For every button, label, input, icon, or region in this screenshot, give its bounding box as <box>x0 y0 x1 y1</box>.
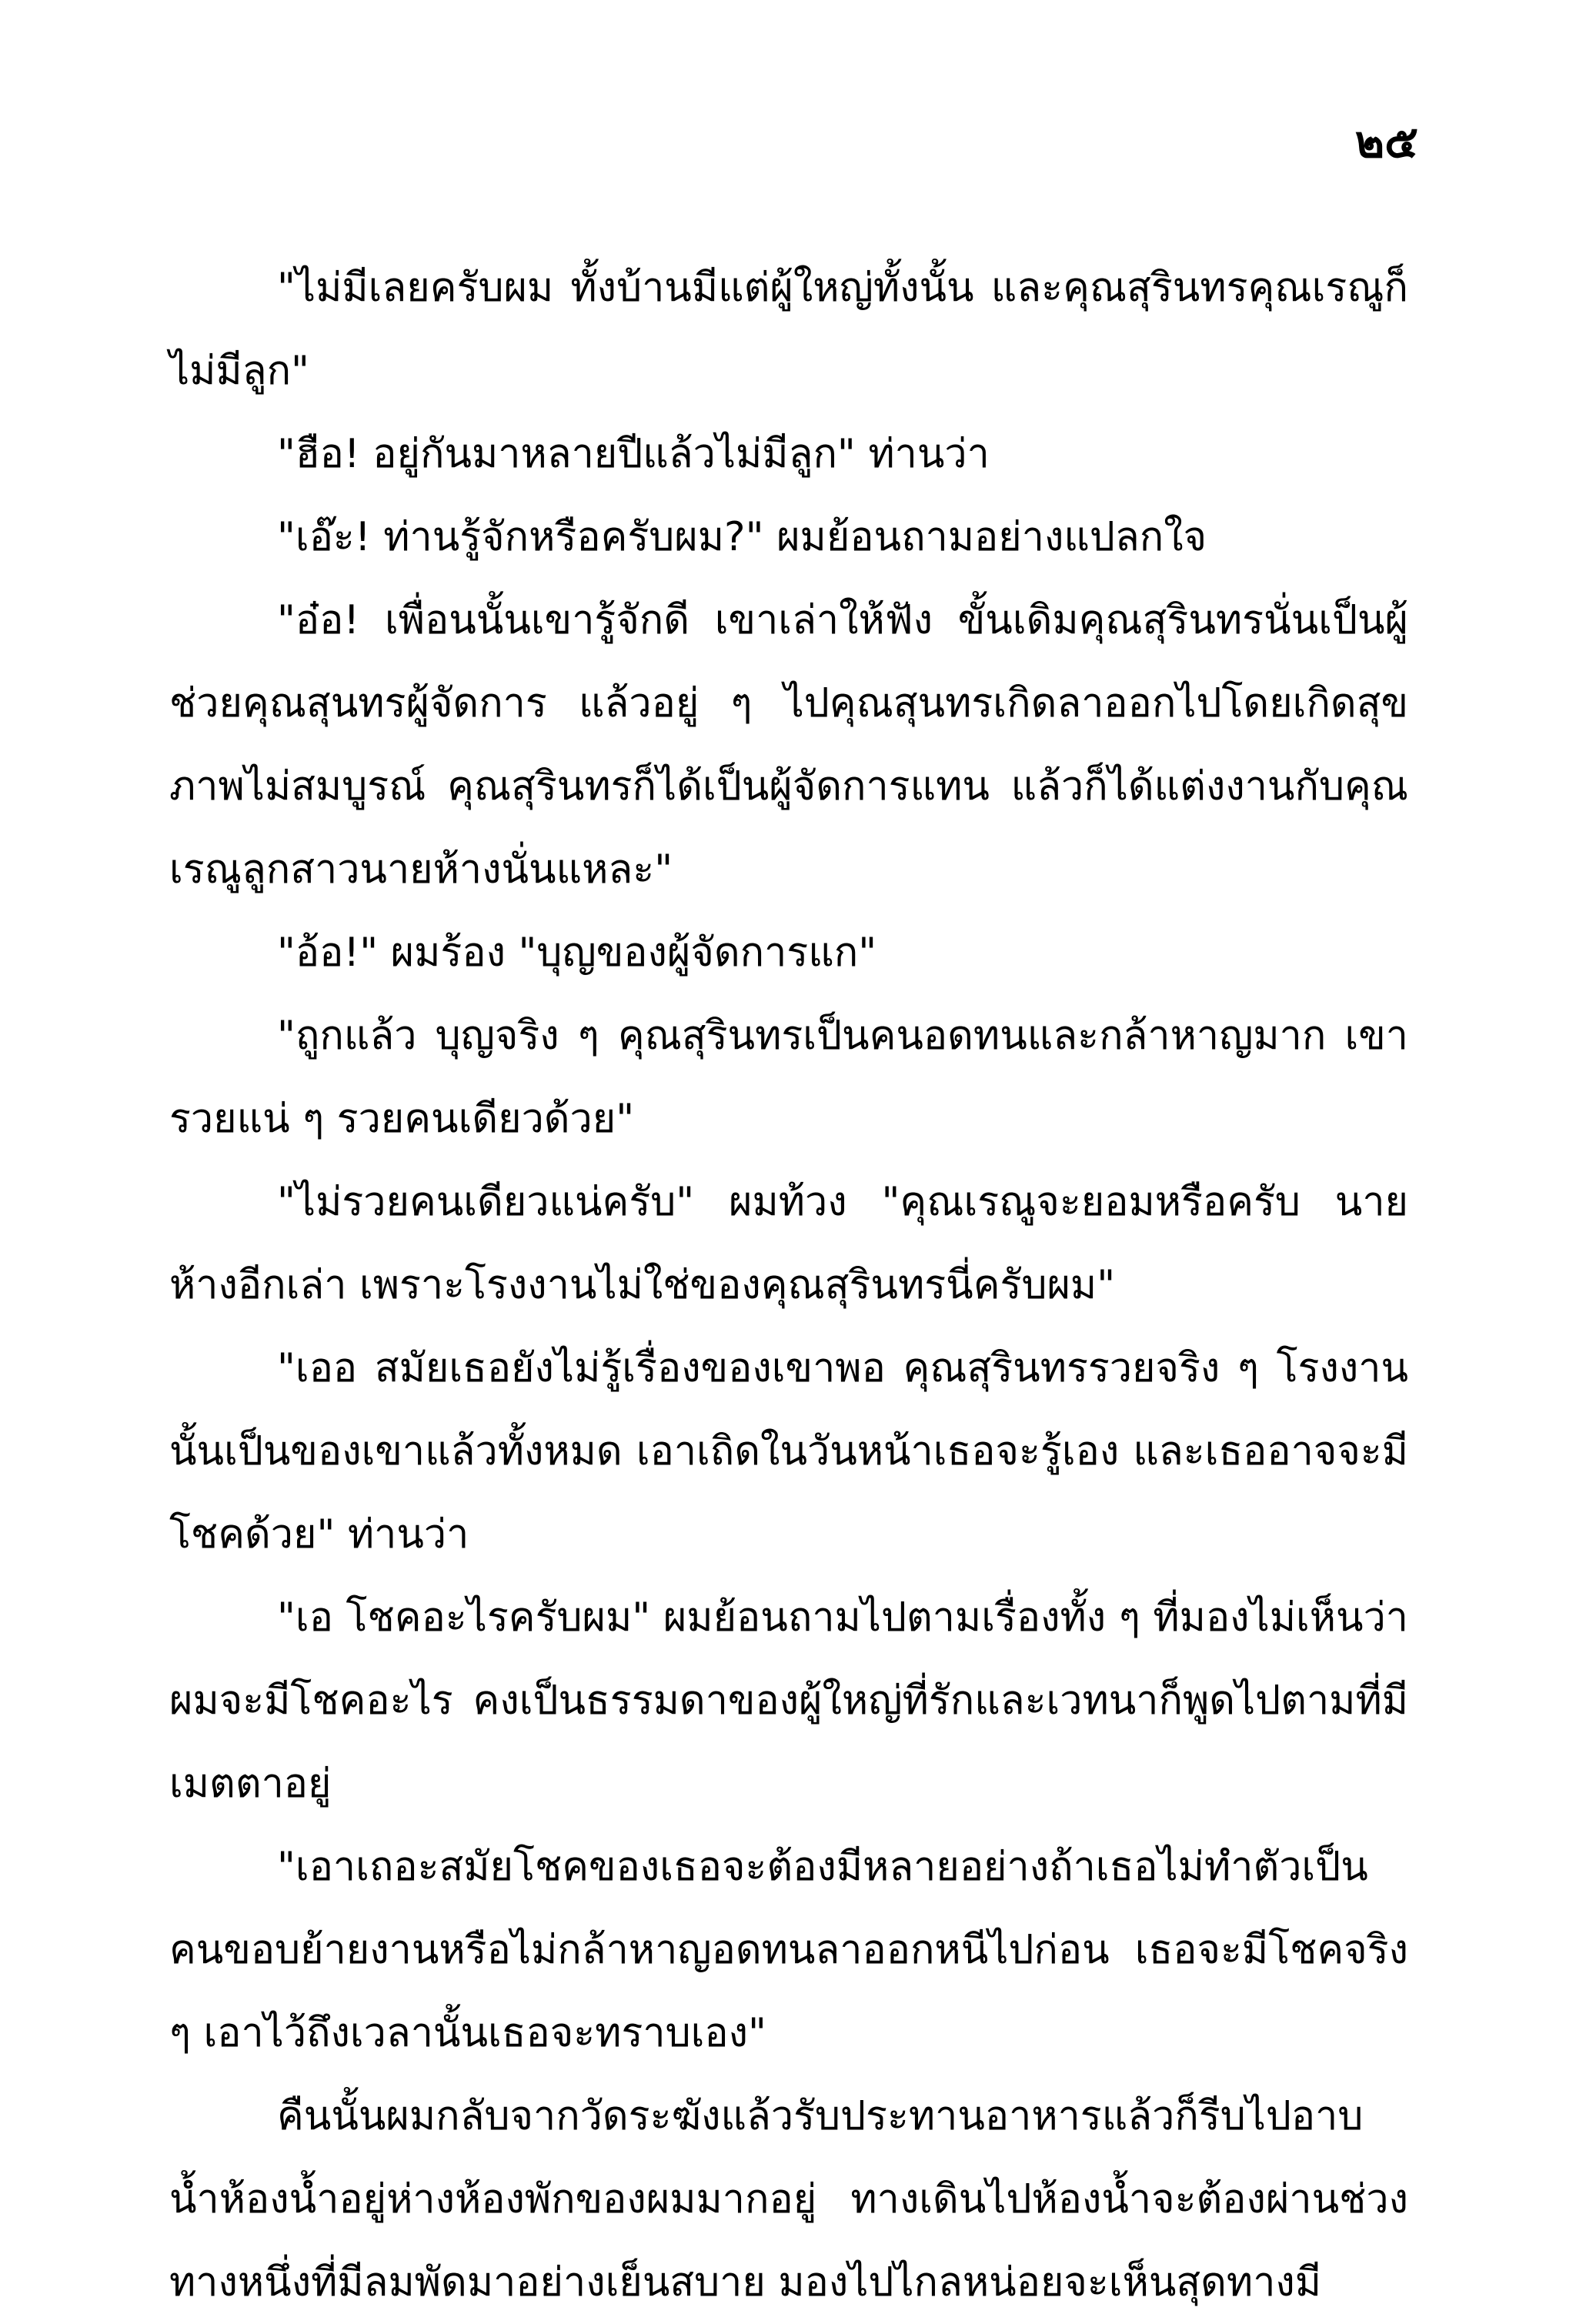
paragraph: "ฮือ! อยู่กันมาหลายปีแล้วไม่มีลูก" ท่านว่า <box>277 431 990 477</box>
paragraph: "เอ๊ะ! ท่านรู้จักหรือครับผม?" ผมย้อนถามอย่างแปลกใจ <box>277 514 1207 560</box>
paragraph: "เอาเถอะสมัยโชคของเธอจะต้องมีหลายอย่างถ้าเธอไม่ทำตัวเป็นคนขอบย้ายงานหรือไม่กล้าหาญอดทนลาออกหนีไปก่อน เธอจะมีโชคจริง ๆ เอาไว้ถึงเวลานั้นเธอจะทราบเอง" <box>169 1844 1408 2056</box>
paragraph: "ไม่รวยคนเดียวแน่ครับ" ผมท้วง "คุณเรณูจะยอมหรือครับ นายห้างอีกเล่า เพราะโรงงานไม่ใช่ของคุณสุรินทรนี่ครับผม" <box>169 1179 1408 1308</box>
paragraph: "อ๋อ! เพื่อนนั้นเขารู้จักดี เขาเล่าให้ฟัง ขั้นเดิมคุณสุรินทรนั่นเป็นผู้ช่วยคุณสุนทรผู้จัดการ แล้วอยู่ ๆ ไปคุณสุนทรเกิดลาออกไปโดยเกิดสุขภาพไม่สมบูรณ์ คุณสุรินทรก็ได้เป็นผู้จัดการแทน แล้วก็ได้แต่งงานกับคุณเรณูลูกสาวนายห้างนั่นแหละ" <box>169 597 1408 893</box>
page-number: ๒๕ <box>1354 115 1418 168</box>
paragraph: คืนนั้นผมกลับจากวัดระฆังแล้วรับประทานอาหารแล้วก็รีบไปอาบน้ำห้องน้ำอยู่ห่างห้องพักของผมมากอยู่ ทางเดินไปห้องน้ำจะต้องผ่านช่วงทางหนึ่งที่มีลมพัดมาอย่างเย็นสบาย มองไปไกลหน่อยจะเห็นสุดทางมี <box>169 2093 1408 2306</box>
paragraph: "ถูกแล้ว บุญจริง ๆ คุณสุรินทรเป็นคนอดทนและกล้าหาญมาก เขารวยแน่ ๆ รวยคนเดียวด้วย" <box>169 1013 1408 1142</box>
text-body <box>169 246 1408 2324</box>
paragraph: "ไม่มีเลยครับผม ทั้งบ้านมีแต่ผู้ใหญ่ทั้งนั้น และคุณสุรินทรคุณเรณูก็ไม่มีลูก" <box>169 265 1408 394</box>
paragraph: "เอ โชคอะไรครับผม" ผมย้อนถามไปตามเรื่องทั้ง ๆ ที่มองไม่เห็นว่าผมจะมีโชคอะไร คงเป็นธรรมดาของผู้ใหญ่ที่รักและเวทนาก็พูดไปตามที่มีเมตตาอยู่ <box>169 1594 1408 1807</box>
paragraph: "อ้อ!" ผมร้อง "บุญของผู้จัดการแก" <box>277 930 877 976</box>
paragraph: "เออ สมัยเธอยังไม่รู้เรื่องของเขาพอ คุณสุรินทรรวยจริง ๆ โรงงานนั้นเป็นของเขาแล้วทั้งหมด เอาเถิดในวันหน้าเธอจะรู้เอง และเธออาจจะมีโชคด้วย" ท่านว่า <box>169 1345 1408 1558</box>
